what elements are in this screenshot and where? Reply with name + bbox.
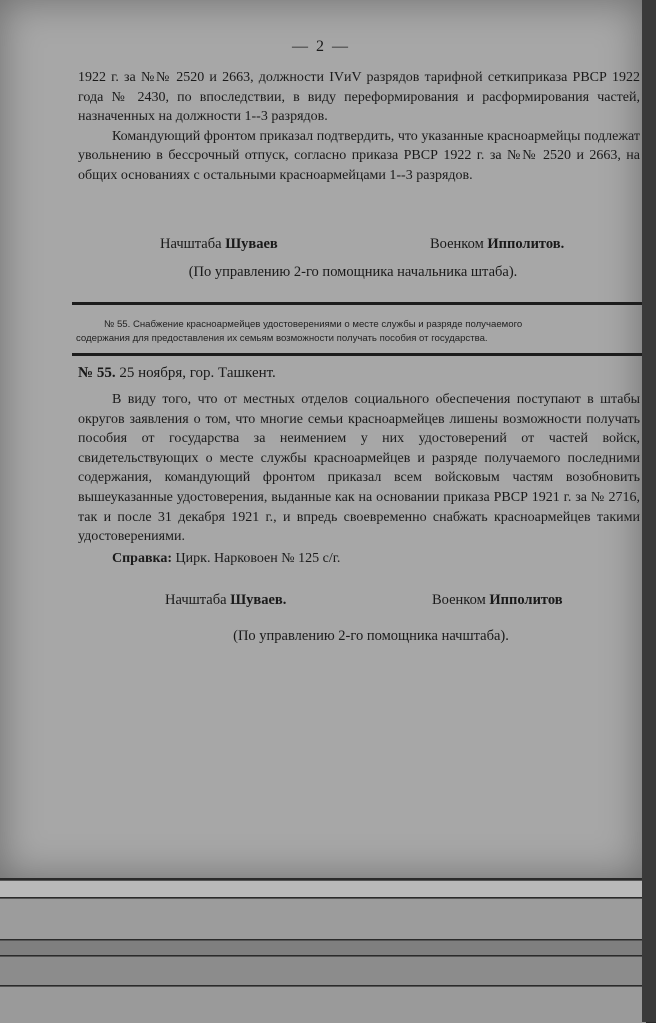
signature-role: Начштаба	[165, 592, 227, 608]
paper-edge-2	[0, 898, 646, 939]
reference-text: Цирк. Нарковоен № 125 с/г.	[175, 550, 341, 566]
previous-order-signature-left	[160, 236, 278, 253]
previous-order-signature-right	[430, 236, 564, 253]
paper-edge-3	[0, 940, 646, 955]
reference-label: Справка:	[112, 550, 173, 566]
signature-role: Начштаба	[160, 236, 222, 252]
paper-edge-1	[0, 880, 646, 897]
order-heading	[78, 365, 276, 382]
order-number: № 55.	[78, 365, 116, 381]
paper-edge-5	[0, 986, 646, 1023]
order-body	[78, 390, 640, 568]
order-note: (По управлению 2-го помощника начштаба).	[233, 628, 509, 644]
signature-name: Шуваев.	[230, 592, 287, 608]
divider-top	[72, 302, 642, 305]
summary-line-1: № 55. Снабжение красноармейцев удостоверениями о месте службы и разряде получаемого	[104, 319, 523, 330]
paper-edge-4	[0, 956, 646, 985]
order-body-paragraph: В виду того, что от местных отделов социального обеспечения поступают в штабы округов заявления о том, что многие семьи красноармейцев лишены возможности получать пособия от государства за неимением у них удостоверений от частей войск, свидетельствующих о месте службы красноармейцев и разряде получаемого последними содержания, командующий фронтом приказал всем войсковым частям возобновить вышеуказанные удостоверения, выданные как на основании приказа РВСР 1921 г. за № 2716, так и после 31 декабря 1921 г., и впредь своевременно снабжать красноармейцев такими удостоверениями.	[78, 392, 640, 545]
order-reference	[78, 549, 640, 569]
previous-order-paragraph-2: Командующий фронтом приказал подтвердить, что указанные красноармейцы подлежат увольнению в бессрочный отпуск, согласно приказа РВСР 1922 г. за №№ 2520 и 2663, на общих основаниях с остальными красноармейцами 1--3 разрядов.	[78, 128, 640, 183]
order-signature-right	[432, 592, 563, 609]
signature-role: Военком	[432, 592, 486, 608]
previous-order-note: (По управлению 2-го помощника начальника штаба).	[188, 264, 518, 280]
divider-bottom	[72, 353, 642, 356]
signature-role: Военком	[430, 236, 484, 252]
order-summary	[76, 318, 642, 345]
signature-name: Ипполитов	[489, 592, 563, 608]
order-date-place: 25 ноября, гор. Ташкент.	[119, 365, 276, 381]
binding-edge	[642, 0, 656, 1022]
signature-name: Ипполитов.	[487, 236, 565, 252]
order-signature-left	[165, 592, 286, 609]
previous-order-text	[78, 68, 640, 186]
previous-order-paragraph-1: 1922 г. за №№ 2520 и 2663, должности IVиV разрядов тарифной сеткиприказа РВСР 1922 года № 2430, по впоследствии, в виду переформирования и расформирования частей, назначенных на должности 1--3 разрядов.	[78, 70, 640, 125]
signature-name: Шуваев	[225, 236, 278, 252]
page-number: — 2 —	[292, 38, 350, 55]
summary-line-2: содержания для предоставления их семьям возможности получать пособия от государства.	[76, 332, 488, 344]
